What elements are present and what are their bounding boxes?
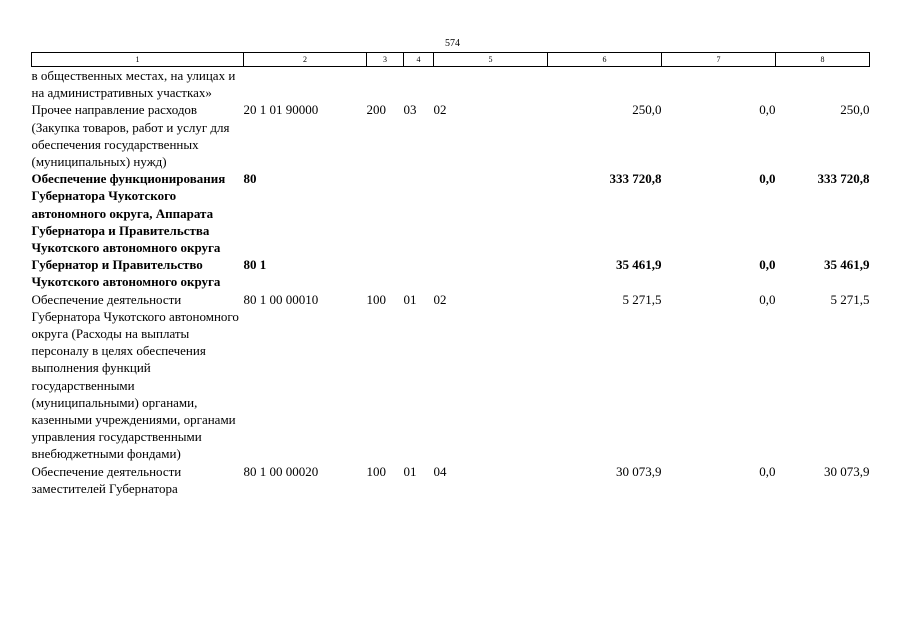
section xyxy=(404,67,434,102)
amount-col6: 5 271,5 xyxy=(622,291,662,307)
section: 01 xyxy=(403,463,417,479)
section xyxy=(404,256,434,290)
expense-type xyxy=(367,170,404,256)
target-code: 80 xyxy=(243,171,257,187)
subsection: 02 xyxy=(433,291,447,307)
amount-col7: 0,0 xyxy=(759,291,776,307)
expense-name: Обеспечение деятельности заместителей Губернатора xyxy=(31,463,182,496)
expense-type: 200 xyxy=(366,102,386,118)
amount-col6: 250,0 xyxy=(632,102,662,118)
amount-col7 xyxy=(662,67,776,102)
table-row xyxy=(32,67,870,102)
target-code: 80 1 00 00010 xyxy=(243,291,319,307)
expense-type: 100 xyxy=(366,463,386,479)
target-code xyxy=(244,67,367,102)
subsection: 04 xyxy=(433,463,447,479)
column-header: 6 xyxy=(548,53,662,67)
amount-col8: 35 461,9 xyxy=(824,257,870,273)
expense-name: в общественных местах, на улицах и на административных участках» xyxy=(31,68,236,101)
amount-col8: 30 073,9 xyxy=(824,463,870,479)
expense-type xyxy=(367,256,404,290)
amount-col7: 0,0 xyxy=(759,102,776,118)
subsection xyxy=(434,170,548,256)
amount-col8 xyxy=(776,67,870,102)
target-code: 20 1 01 90000 xyxy=(243,102,319,118)
column-header: 8 xyxy=(776,53,870,67)
column-header: 1 xyxy=(32,53,244,67)
amount-col8: 250,0 xyxy=(840,102,870,118)
column-header: 2 xyxy=(244,53,367,67)
table-row xyxy=(32,256,870,290)
amount-col7: 0,0 xyxy=(759,171,776,187)
amount-col6: 30 073,9 xyxy=(616,463,662,479)
amount-col7: 0,0 xyxy=(759,257,776,273)
amount-col7: 0,0 xyxy=(759,463,776,479)
amount-col6 xyxy=(548,67,662,102)
target-code: 80 1 00 00020 xyxy=(243,463,319,479)
column-header: 5 xyxy=(434,53,548,67)
column-number-row xyxy=(32,53,870,67)
section: 03 xyxy=(403,102,417,118)
amount-col8: 5 271,5 xyxy=(830,291,870,307)
expense-type: 100 xyxy=(366,291,386,307)
column-header: 4 xyxy=(404,53,434,67)
amount-col6: 333 720,8 xyxy=(609,171,662,187)
expense-type xyxy=(367,67,404,102)
column-header: 3 xyxy=(367,53,404,67)
subsection xyxy=(434,67,548,102)
target-code: 80 1 xyxy=(243,257,267,273)
section xyxy=(404,170,434,256)
page-number: 574 xyxy=(445,38,460,49)
amount-col8: 333 720,8 xyxy=(817,171,870,187)
amount-col6: 35 461,9 xyxy=(616,257,662,273)
table-row xyxy=(32,101,870,170)
subsection xyxy=(434,256,548,290)
table-row xyxy=(32,463,870,497)
subsection: 02 xyxy=(433,102,447,118)
column-header: 7 xyxy=(662,53,776,67)
budget-table xyxy=(31,52,870,497)
expense-name: Губернатор и Правительство Чукотского автономного округа xyxy=(31,257,221,290)
table-row xyxy=(32,170,870,256)
expense-name: Прочее направление расходов (Закупка товаров, работ и услуг для обеспечения государственных (муниципальных) нужд) xyxy=(31,102,230,170)
section: 01 xyxy=(403,291,417,307)
table-row xyxy=(32,291,870,463)
expense-name: Обеспечение деятельности Губернатора Чукотского автономного округа (Расходы на выплаты персоналу в целях обеспечения выполнения функций государственными (муниципальными) органами, казенными учреждениями, органами управления государственными внебюджетными фондами) xyxy=(31,291,239,462)
expense-name: Обеспечение функционирования Губернатора Чукотского автономного округа, Аппарата Губернатора и Правительства Чукотского автономного округа xyxy=(31,171,226,256)
